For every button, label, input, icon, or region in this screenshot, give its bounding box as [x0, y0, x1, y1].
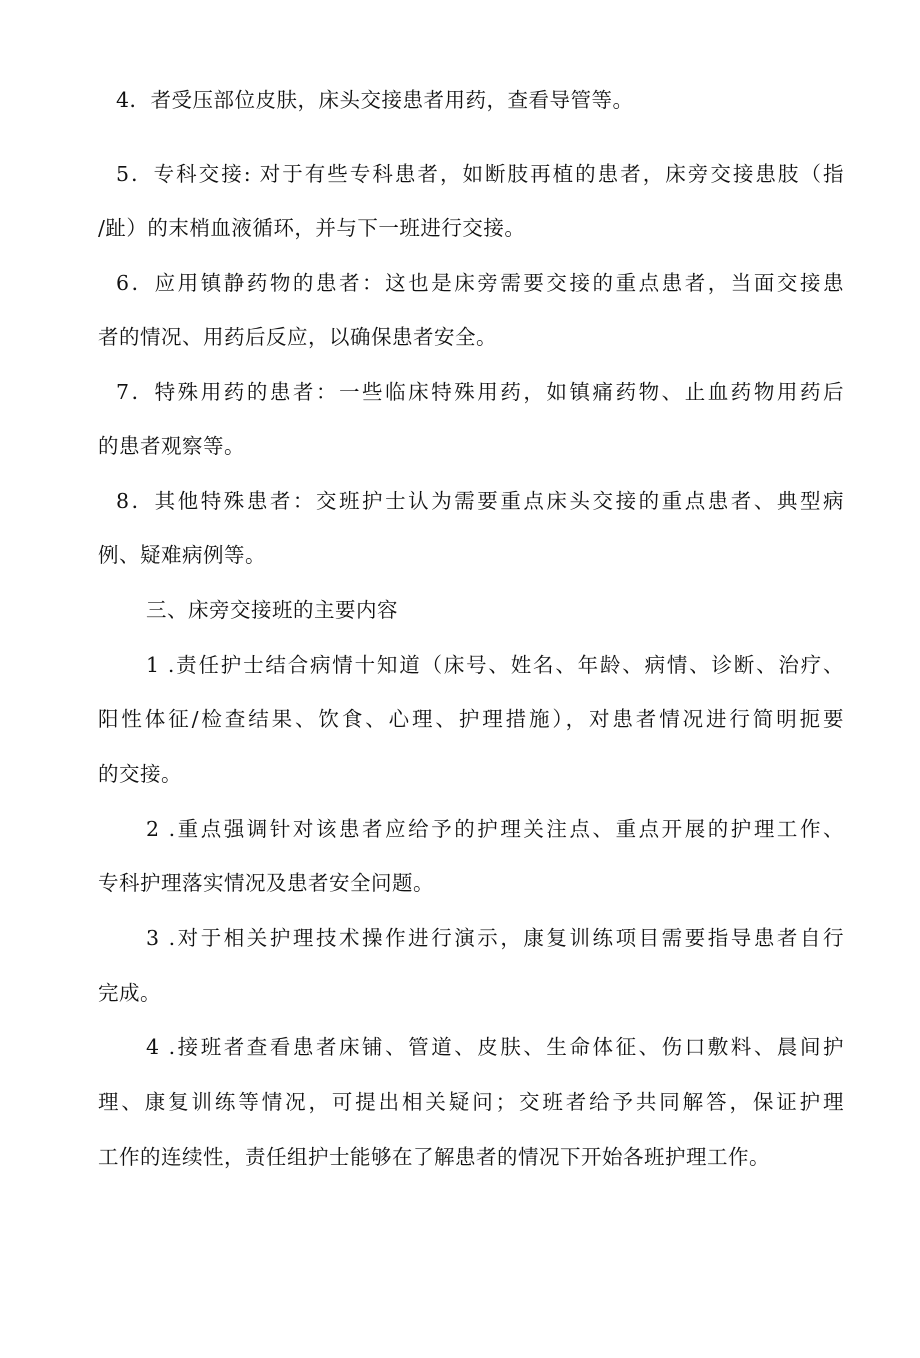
- content-1-line-2: 阳性体征/检查结果、饮食、心理、护理措施），对患者情况进行简明扼要: [98, 707, 844, 731]
- item-8-line-1: 8．其他特殊患者：交班护士认为需要重点床头交接的重点患者、典型病: [116, 489, 844, 513]
- item-7-line-1: 7．特殊用药的患者：一些临床特殊用药，如镇痛药物、止血药物用药后: [116, 380, 844, 404]
- content-2-line-2: 专科护理落实情况及患者安全问题。: [98, 871, 434, 895]
- content-1-line-1: 1 .责任护士结合病情十知道（床号、姓名、年龄、病情、诊断、治疗、: [146, 653, 844, 677]
- content-3-line-2: 完成。: [98, 981, 161, 1005]
- item-5-line-1: 5．专科交接: 对于有些专科患者，如断肢再植的患者，床旁交接患肢（指: [116, 162, 844, 186]
- content-1-line-3: 的交接。: [98, 762, 182, 786]
- item-8-line-2: 例、疑难病例等。: [98, 543, 266, 567]
- content-4-line-1: 4 .接班者查看患者床铺、管道、皮肤、生命体征、伤口敷料、晨间护: [146, 1035, 844, 1059]
- item-5-line-2: /趾）的末梢血液循环，并与下一班进行交接。: [98, 216, 526, 240]
- content-2-line-1: 2 .重点强调针对该患者应给予的护理关注点、重点开展的护理工作、: [146, 817, 844, 841]
- item-7-line-2: 的患者观察等。: [98, 434, 245, 458]
- content-3-line-1: 3 .对于相关护理技术操作进行演示，康复训练项目需要指导患者自行: [146, 926, 844, 950]
- section-heading: 三、床旁交接班的主要内容: [146, 598, 398, 622]
- content-4-line-3: 工作的连续性，责任组护士能够在了解患者的情况下开始各班护理工作。: [98, 1145, 770, 1169]
- content-4-line-2: 理、康复训练等情况，可提出相关疑问；交班者给予共同解答，保证护理: [98, 1090, 844, 1114]
- item-6-line-1: 6．应用镇静药物的患者：这也是床旁需要交接的重点患者，当面交接患: [116, 271, 844, 295]
- item-4-line-1: 4．者受压部位皮肤，床头交接患者用药，查看导管等。: [116, 88, 634, 112]
- item-6-line-2: 者的情况、用药后反应，以确保患者安全。: [98, 325, 497, 349]
